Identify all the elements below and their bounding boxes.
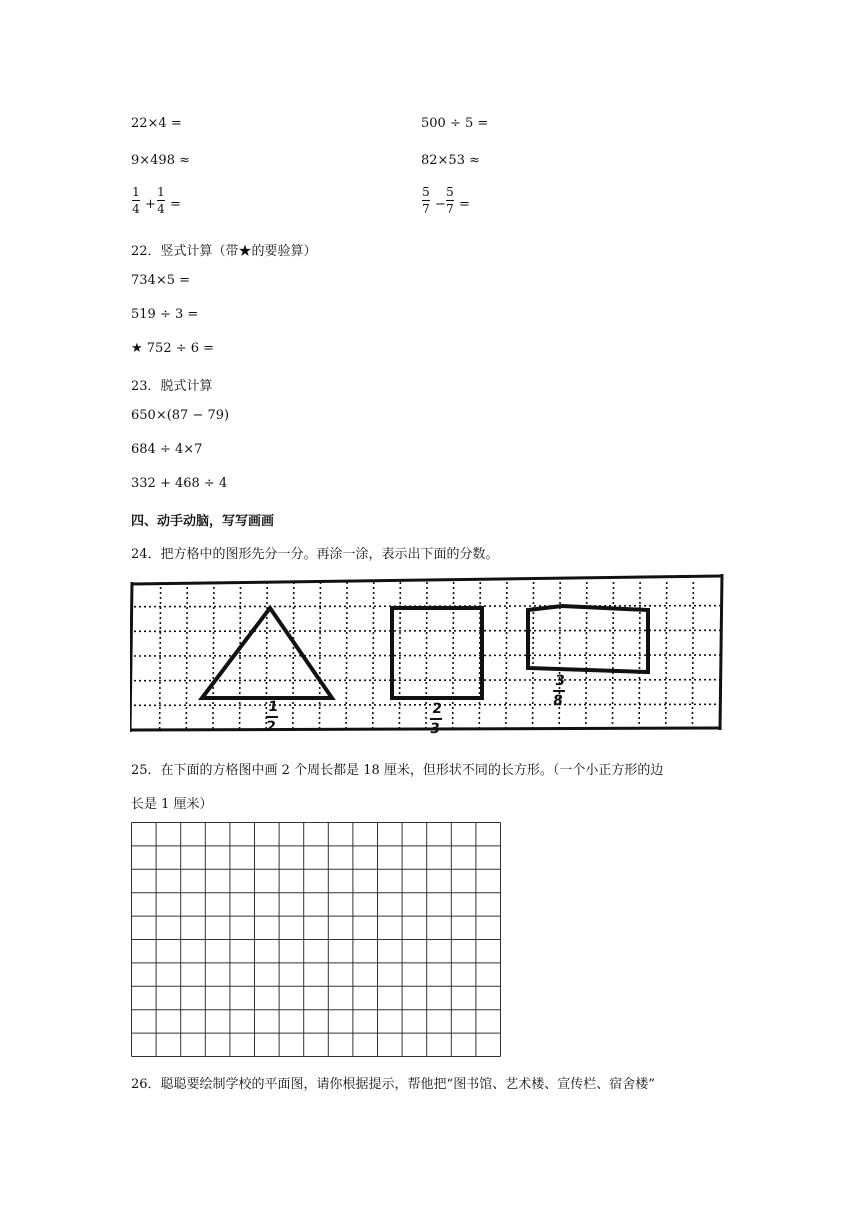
q21-item-3: 9×498 ≈ xyxy=(131,153,191,168)
denominator: 4 xyxy=(157,202,165,216)
denominator: 7 xyxy=(422,202,430,216)
q22-item-1: 734×5 = xyxy=(131,273,191,288)
q25-text-line-1: 25．在下面的方格图中画 2 个周长都是 18 厘米，但形状不同的长方形。（一个小正方形的边 xyxy=(131,763,664,778)
operator: + xyxy=(145,197,156,212)
q25-square-grid xyxy=(131,822,504,1058)
equals: = xyxy=(170,197,181,212)
numerator: 3 xyxy=(554,673,566,689)
equals: = xyxy=(459,197,470,212)
fraction xyxy=(422,186,430,215)
denominator: 7 xyxy=(446,202,454,216)
q26-text: 26．聪聪要绘制学校的平面图，请你根据提示，帮他把“图书馆、艺术楼、宣传栏、宿舍楼” xyxy=(131,1077,655,1092)
q22-item-2: 519 ÷ 3 = xyxy=(131,307,199,322)
fraction xyxy=(446,186,454,215)
section-heading: 四、动手动脑，写写画画 xyxy=(131,514,275,529)
numerator: 2 xyxy=(431,701,443,717)
numerator: 5 xyxy=(422,185,430,199)
q24-dotted-grid-figure xyxy=(130,572,726,750)
q21-item-1: 22×4 = xyxy=(131,116,182,131)
numerator: 1 xyxy=(267,699,279,715)
numerator: 1 xyxy=(132,185,140,199)
q22-title: 22．竖式计算（带★的要验算） xyxy=(131,244,317,259)
q21-item-4: 82×53 ≈ xyxy=(421,153,481,168)
q22-item-3: ★ 752 ÷ 6 = xyxy=(131,341,215,356)
q23-item-1: 650×(87 − 79) xyxy=(131,408,230,423)
operator: − xyxy=(435,197,446,212)
square-shape xyxy=(392,608,482,698)
numerator: 1 xyxy=(157,185,165,199)
numerator: 5 xyxy=(446,185,454,199)
denominator: 8 xyxy=(552,693,564,709)
denominator: 4 xyxy=(132,202,140,216)
q21-item-2: 500 ÷ 5 = xyxy=(421,116,489,131)
fraction xyxy=(157,186,165,215)
fraction xyxy=(132,186,140,215)
q24-title: 24．把方格中的图形先分一分。再涂一涂，表示出下面的分数。 xyxy=(131,547,499,562)
rectangle-shape xyxy=(528,606,648,672)
denominator: 2 xyxy=(265,719,277,735)
denominator: 3 xyxy=(429,721,441,737)
q25-text-line-2: 长是 1 厘米） xyxy=(131,797,213,812)
q23-title: 23．脱式计算 xyxy=(131,379,213,394)
q23-item-3: 332 + 468 ÷ 4 xyxy=(131,476,228,491)
q23-item-2: 684 ÷ 4×7 xyxy=(131,442,203,457)
